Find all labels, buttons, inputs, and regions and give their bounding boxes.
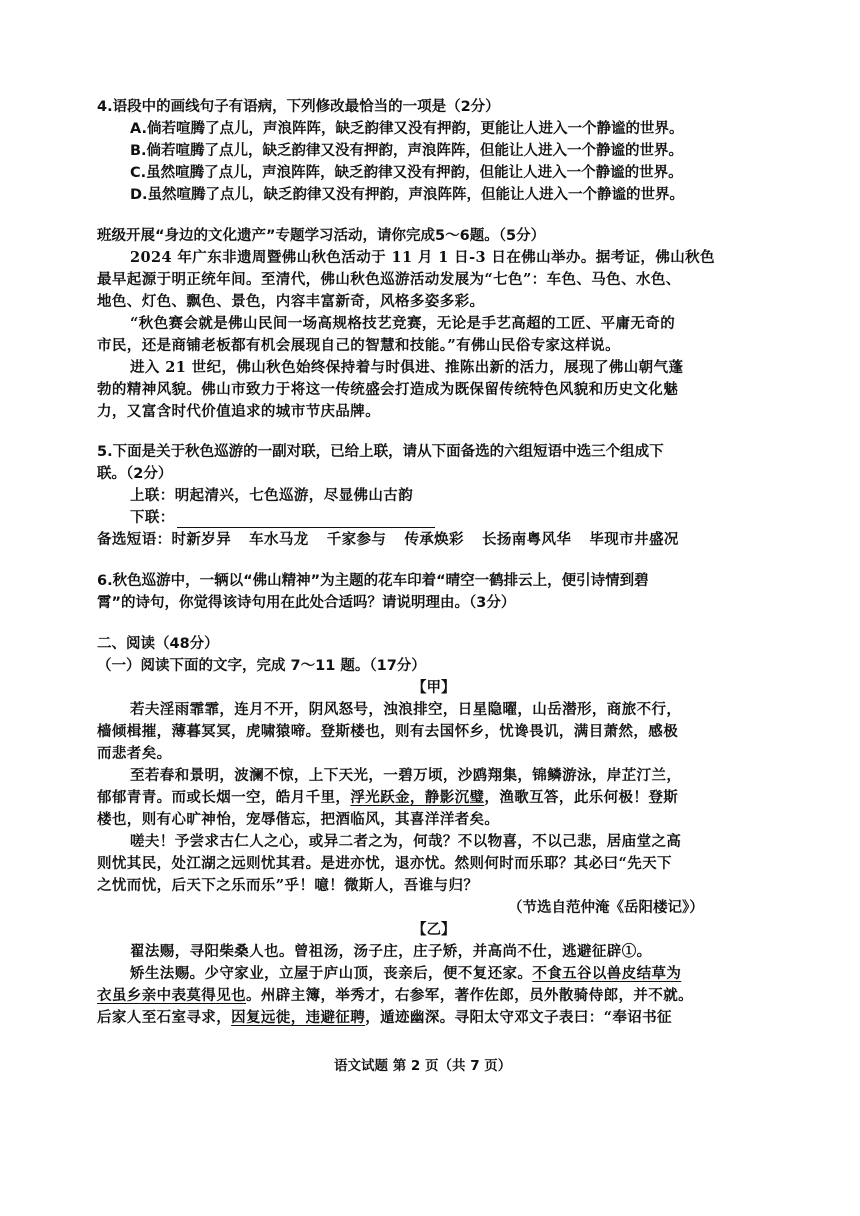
jia-p1-line: 樯倾楫摧，薄暮冥冥，虎啸猿啼。登斯楼也，则有去国怀乡，忧谗畏讥，满目萧然，感极 [97,723,679,740]
yi-text: 后家人至石室寻求， [97,1009,232,1026]
q5-lower-couplet [130,508,435,528]
q5-option: 车水马龙 [249,531,309,548]
q6-stem-line2: 霄”的诗句，你觉得该诗句用在此处合适吗？请说明理由。（3分） [97,595,516,611]
jia-p2-text: ，渔歌互答，此乐何极！登斯 [484,789,679,806]
yi-text: 矫生法赐。少守家业，立屋于庐山顶，丧亲后，便不复还家。 [130,965,533,982]
activity-para1-line: 地色、灯色、飘色、景色，内容丰富新奇，风格多姿多彩。 [97,293,485,310]
yi-line [97,986,693,1006]
jia-p2-line [97,788,678,808]
activity-para2-line: 市民，还是商铺老板都有机会展现自己的智慧和技能。”有佛山民俗专家这样说。 [97,337,620,354]
q4-option-b: B.倘若喧腾了点儿，缺乏韵律又没有押韵，声浪阵阵，但能让人进入一个静谧的世界。 [130,143,684,159]
yi-underlined-sentence: 衣虽乡亲中表莫得见也 [97,987,246,1004]
jia-p3-line: 则忧其民，处江湖之远则忧其君。是进亦忧，退亦忧。然则何时而乐耶？其必曰“先天下 [97,855,672,872]
q5-lower-label: 下联： [130,509,175,526]
jia-p3-line: 嗟夫！予尝求古仁人之心，或异二者之为，何哉？不以物喜，不以己悲，居庙堂之高 [130,833,682,850]
activity-intro: 班级开展“身边的文化遗产”专题学习活动，请你完成5～6题。（5分） [97,228,546,244]
yi-line: 翟法赐，寻阳柴桑人也。曾祖汤，汤子庄，庄子矫，并高尚不仕，逃避征辟①。 [130,943,652,960]
jia-label: 【甲】 [412,680,456,696]
page-footer: 语文试题 第 2 页（共 7 页） [334,1058,512,1074]
jia-source: （节选自范仲淹《岳阳楼记》） [508,900,704,916]
q5-options-row [97,530,679,550]
jia-p2-line: 至若春和景明，波澜不惊，上下天光，一碧万顷，沙鸥翔集，锦鳞游泳，岸芷汀兰， [130,767,682,784]
yi-label: 【乙】 [412,922,456,938]
activity-para3-line: 勃的精神风貌。佛山市致力于将这一传统盛会打造成为既保留传统特色风貌和历史文化魅 [97,381,679,398]
yi-underlined-sentence: 不食五谷以兽皮结草为 [532,965,682,982]
q4-option-c: C.虽然喧腾了点儿，声浪阵阵，缺乏韵律又没有押韵，但能让人进入一个静谧的世界。 [130,165,683,181]
yi-line [97,1008,672,1028]
reading-part1-title: （一）阅读下面的文字，完成 7～11 题。（17分） [97,658,426,674]
yi-underlined-phrase: 因复远徙，违避征聘 [231,1009,366,1026]
yi-text: 。州辟主簿，举秀才，右参军，著作佐郎，员外散骑侍郎，并不就。 [246,987,693,1004]
q5-option: 毕现市井盛况 [589,531,679,548]
activity-para1-line: 2024 年广东非遗周暨佛山秋色活动于 11 月 1 日-3 日在佛山举办。据考证，佛山秋色 [130,249,715,266]
activity-para3-line: 力，又富含时代价值追求的城市节庆品牌。 [97,403,381,420]
q4-option-d: D.虽然喧腾了点儿，缺乏韵律又没有押韵，声浪阵阵，但能让人进入一个静谧的世界。 [130,187,685,203]
q5-option: 长扬南粤风华 [481,531,572,548]
q6-stem-line1: 6.秋色巡游中，一辆以“佛山精神”为主题的花车印着“晴空一鹤排云上，便引诗情到碧 [97,573,649,589]
q5-stem-line1: 5.下面是关于秋色巡游的一副对联，已给上联，请从下面备选的六组短语中选三个组成下 [97,444,664,460]
activity-para3-line: 进入 21 世纪，佛山秋色始终保持着与时俱进、推陈出新的活力，展现了佛山朝气蓬 [130,359,684,376]
q5-answer-blank[interactable] [177,513,435,528]
jia-p2-line: 楼也，则有心旷神怡，宠辱偕忘，把酒临风，其喜洋洋者矣。 [97,811,500,828]
q4-option-a: A.倘若喧腾了点儿，声浪阵阵，缺乏韵律又没有押韵，更能让人进入一个静谧的世界。 [130,121,684,137]
q5-options-label: 备选短语： [97,531,172,548]
yi-line [130,964,681,984]
activity-para1-line: 最早起源于明正统年间。至清代，佛山秋色巡游活动发展为“七色”：车色、马色、水色、 [97,271,681,288]
q5-option: 时新岁异 [171,531,232,548]
q5-option: 传承焕彩 [404,531,464,548]
activity-para2-line: “秋色赛会就是佛山民间一场高规格技艺竞赛，无论是手艺高超的工匠、平庸无奇的 [130,315,676,332]
q5-option: 千家参与 [326,531,387,548]
jia-p2-text: 郁郁青青。而或长烟一空，皓月千里， [97,789,351,806]
q5-upper-couplet: 上联：明起清兴，七色巡游，尽显佛山古韵 [130,487,414,504]
jia-p3-line: 之忧而忧，后天下之乐而乐”乎！噫！微斯人，吾谁与归？ [97,877,479,894]
yi-text: ，遁迹幽深。寻阳太守邓文子表曰：“奉诏书征 [365,1009,672,1026]
jia-p1-line: 若夫淫雨霏霏，连月不开，阴风怒号，浊浪排空，日星隐曜，山岳潜形，商旅不行， [130,701,682,718]
reading-section-title: 二、阅读（48分） [97,636,219,652]
q5-stem-line2: 联。（2分） [97,466,173,482]
jia-p1-line: 而悲者矣。 [97,745,172,762]
q4-stem: 4.语段中的画线句子有语病，下列修改最恰当的一项是（2分） [97,99,500,115]
jia-underlined-phrase: 浮光跃金，静影沉璧 [350,789,485,806]
